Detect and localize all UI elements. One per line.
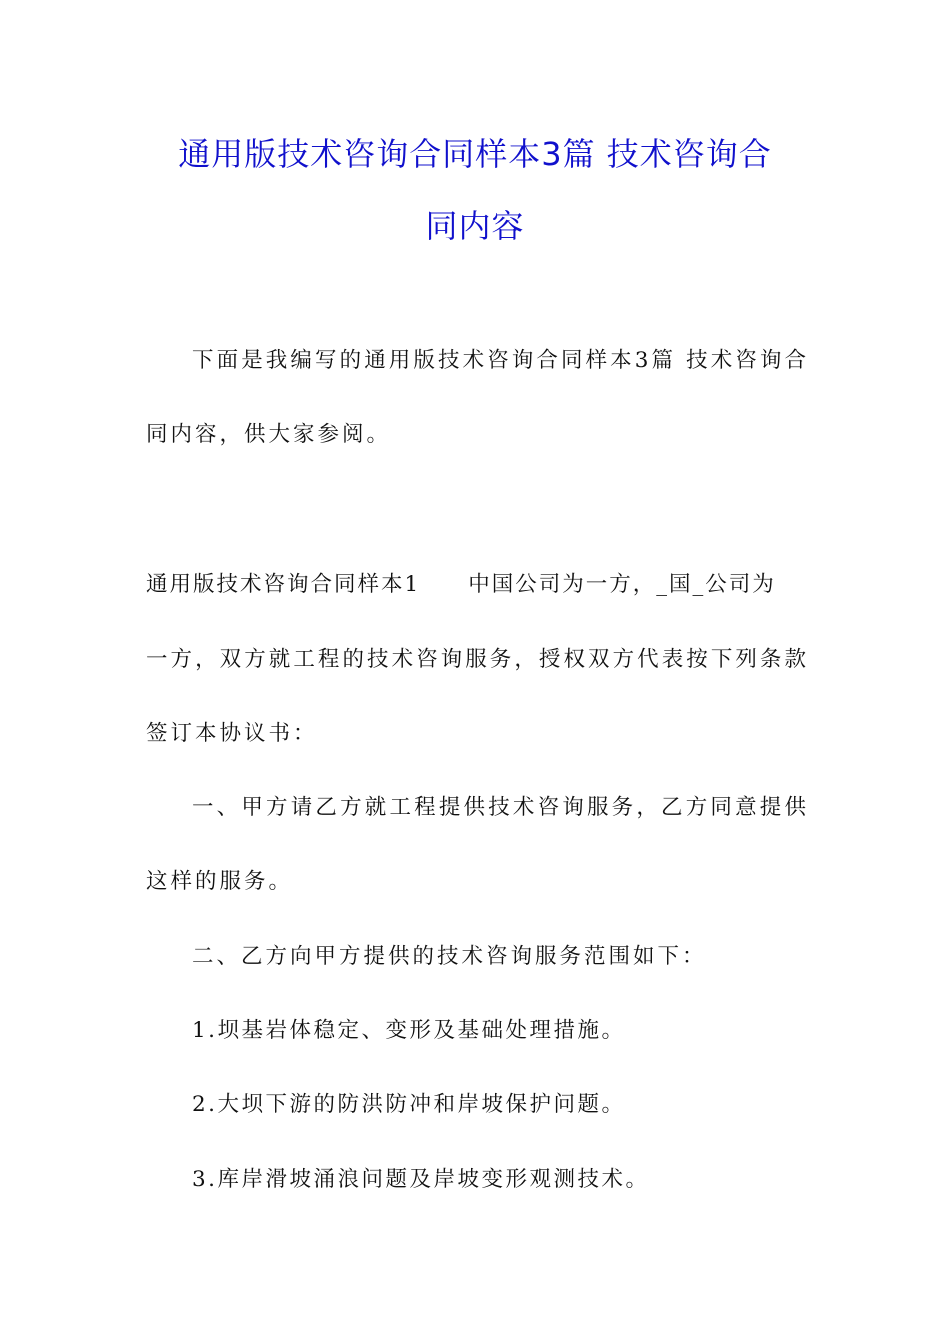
intro-line-1: 下面是我编写的通用版技术咨询合同样本3篇 技术咨询合 [192, 348, 806, 373]
sample1-line-3: 签订本协议书： [146, 721, 318, 746]
document-title-line-1: 通用版技术咨询合同样本3篇 技术咨询合 [178, 135, 772, 173]
clause-2: 二、乙方向甲方提供的技术咨询服务范围如下： [192, 944, 707, 969]
clause-1-line-1: 一、甲方请乙方就工程提供技术咨询服务，乙方同意提供 [192, 795, 806, 820]
sample1-line-2: 一方，双方就工程的技术咨询服务，授权双方代表按下列条款 [146, 647, 806, 672]
document-title-line-2: 同内容 [425, 207, 525, 245]
sample1-opening-text: 中国公司为一方，_国_公司为 [468, 572, 776, 597]
scope-item-3: 3.库岸滑坡涌浪问题及岸坡变形观测技术。 [192, 1167, 650, 1192]
clause-1-line-2: 这样的服务。 [146, 869, 294, 894]
scope-item-1: 1.坝基岩体稳定、变形及基础处理措施。 [192, 1018, 626, 1043]
scope-item-2: 2.大坝下游的防洪防冲和岸坡保护问题。 [192, 1092, 626, 1117]
sample1-heading: 通用版技术咨询合同样本1 [146, 572, 421, 597]
sample1-first-line [146, 570, 806, 600]
intro-line-2: 同内容，供大家参阅。 [146, 422, 392, 447]
